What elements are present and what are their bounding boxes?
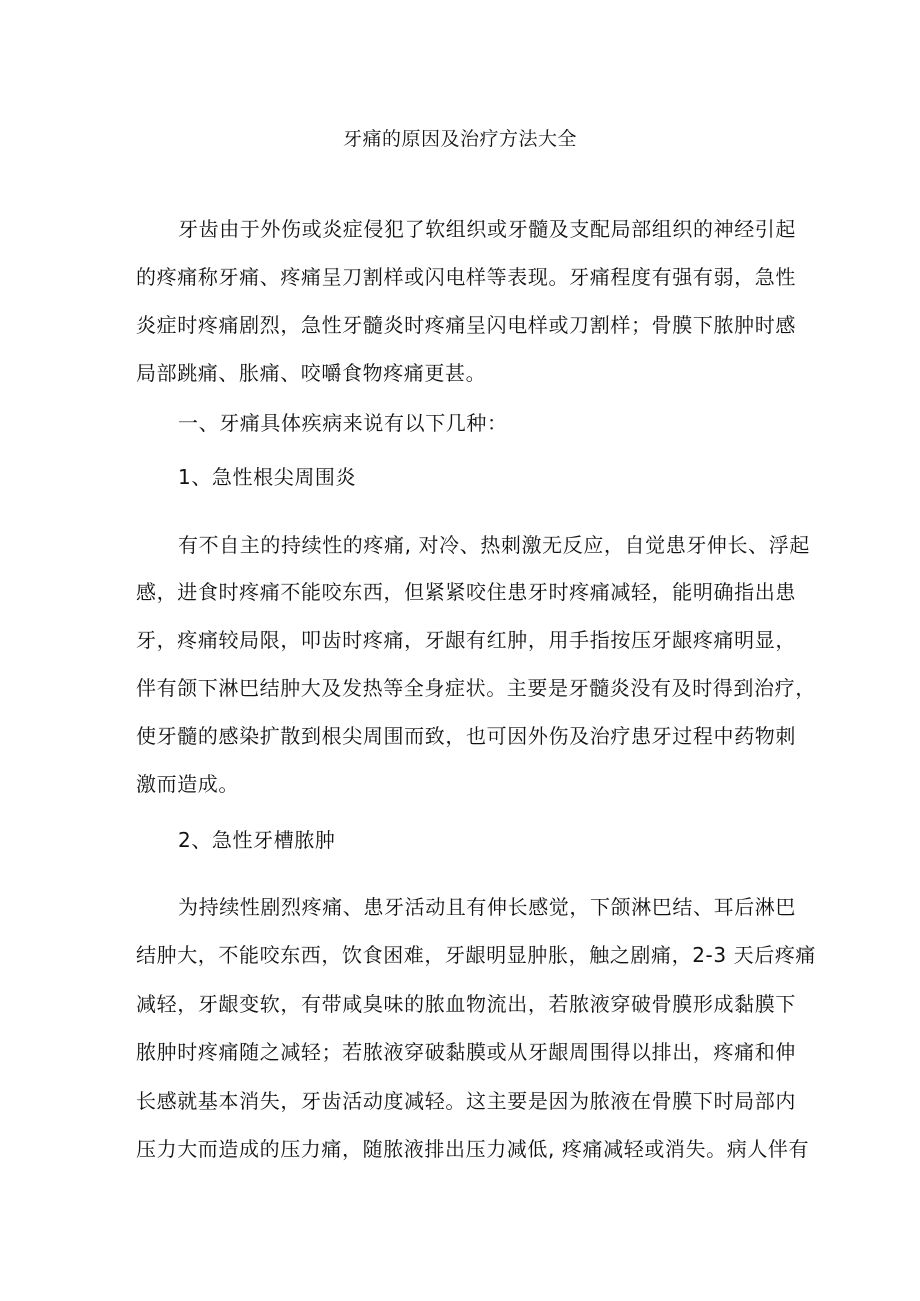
item2-line-2: 结肿大，不能咬东西，饮食困难，牙龈明显肿胀，触之剧痛，2-3 天后疼痛 xyxy=(136,943,817,967)
item2-line-6: 压力大而造成的压力痛，随脓液排出压力减低, 疼痛减轻或消失。病人伴有 xyxy=(136,1137,810,1161)
document-title: 牙痛的原因及治疗方法大全 xyxy=(342,128,577,150)
item1-line-6: 激而造成。 xyxy=(136,772,239,796)
item2-line-5: 长感就基本消失，牙齿活动度减轻。这主要是因为脓液在骨膜下时局部内 xyxy=(136,1089,796,1113)
intro-line-4: 局部跳痛、胀痛、咬嚼食物疼痛更甚。 xyxy=(136,361,487,385)
intro-line-1: 牙齿由于外伤或炎症侵犯了软组织或牙髓及支配局部组织的神经引起 xyxy=(178,217,796,241)
item1-line-1: 有不自主的持续性的疼痛, 对冷、热刺激无反应，自觉患牙伸长、浮起 xyxy=(178,533,810,557)
item1-line-4: 伴有颌下淋巴结肿大及发热等全身症状。主要是牙髓炎没有及时得到治疗， xyxy=(136,676,816,700)
item2-line-3: 减轻，牙龈变软，有带咸臭味的脓血物流出，若脓液穿破骨膜形成黏膜下 xyxy=(136,992,796,1016)
item1-line-5: 使牙髓的感染扩散到根尖周围而致，也可因外伤及治疗患牙过程中药物刺 xyxy=(136,724,796,748)
intro-line-2: 的疼痛称牙痛、疼痛呈刀割样或闪电样等表现。牙痛程度有强有弱，急性 xyxy=(136,265,796,289)
item1-heading: 1、急性根尖周围炎 xyxy=(178,465,357,489)
item2-heading: 2、急性牙槽脓肿 xyxy=(178,828,336,852)
item1-line-2: 感，进食时疼痛不能咬东西，但紧紧咬住患牙时疼痛减轻，能明确指出患 xyxy=(136,580,796,604)
item1-line-3: 牙，疼痛较局限，叩齿时疼痛，牙龈有红肿，用手指按压牙龈疼痛明显， xyxy=(136,628,796,652)
item2-line-1: 为持续性剧烈疼痛、患牙活动且有伸长感觉，下颌淋巴结、耳后淋巴 xyxy=(178,895,796,919)
intro-line-3: 炎症时疼痛剧烈，急性牙髓炎时疼痛呈闪电样或刀割样；骨膜下脓肿时感 xyxy=(136,313,796,337)
section-heading: 一、牙痛具体疾病来说有以下几种： xyxy=(178,411,508,435)
item2-line-4: 脓肿时疼痛随之减轻；若脓液穿破黏膜或从牙龈周围得以排出，疼痛和伸 xyxy=(136,1040,796,1064)
